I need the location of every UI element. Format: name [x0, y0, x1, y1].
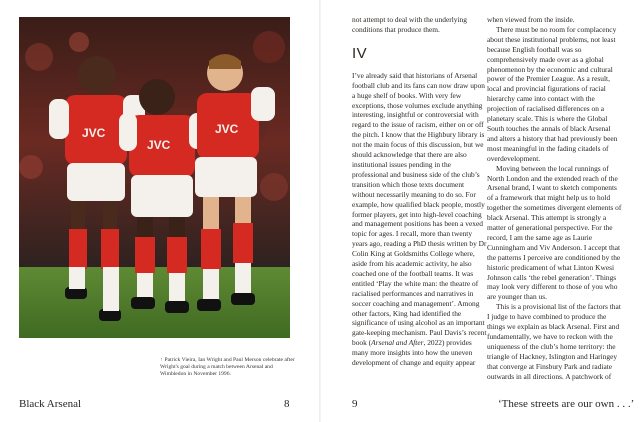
column2-paragraph-1: There must be no room for complacency about these institutional problems, not least because English football was so comprehensively made over as a global phenomenon by the economic and cultural power of the Premier League. As a result, local and provincial figurations of racial hierarchy came into contact with the projection of racialised differences on a planetary scale. This is where the Global South touches the annals of black Arsenal and alters a history that had previously been most meaningful in the fading citadels of overdevelopment.	[487, 24, 618, 163]
column1-paragraph	[352, 71, 488, 368]
left-page-number: 8	[284, 398, 290, 410]
shirt-sponsor-centre: JVC	[147, 138, 171, 152]
shirt-sponsor-left: JVC	[82, 126, 106, 140]
text-column-1	[352, 15, 488, 368]
celebration-photo-illustration	[19, 17, 290, 338]
shirt-sponsor-right: JVC	[215, 122, 239, 136]
column2-opening: when viewed from the inside.	[487, 15, 575, 24]
left-running-head: Black Arsenal	[19, 398, 82, 410]
right-page-number: 9	[352, 398, 358, 410]
right-running-head: ‘These streets are our own . . .’	[498, 398, 635, 410]
photo-caption	[160, 357, 300, 379]
column2-paragraph-2: Moving between the local runnings of North London and the extended reach of the Arsenal brand, I want to sketch components of a framework that might help us to hold together the sometimes divergent elements of black Arsenal. This attempt is strongly a matter of generational perspective. For the record, I am the same age as Laurie Cunningham and Viv Anderson. I accept that the patterns I perceive are conditioned by the historic predicament of what Linton Kwesi Johnson calls ‘the rebel generation’. Things may look very different to those of you who are younger than us.	[487, 163, 622, 302]
text-column-2	[487, 15, 623, 382]
celebration-photo	[19, 17, 290, 338]
section-heading: IV	[352, 44, 368, 62]
column2-paragraph-3: This is a provisional list of the factors that I judge to have combined to produce the things we explain as black Arsenal. First and fundamentally, we have to reckon with the uniqueness of the club’s home territory: the triangle of Hackney, Islington and Haringey that converge at Finsbury Park and radiate outwards in all directions. A patchwork of	[487, 302, 621, 381]
caption-arrow-icon: ↑	[160, 358, 163, 363]
page-gutter	[319, 0, 321, 422]
column1-text-a: I’ve already said that historians of Arsenal football club and its fans can now draw upon a huge shelf of books. With very few exceptions, those volumes exclude anything interesting, insightful or controversial with regard to the issue of racism, either on or off the pitch. I know that the Highbury library is not the main focus of this discussion, but we should acknowledge that there are also institutional issues pending in the professional and business side of the club’s transition which those texts document without necessarily meaning to do so. For example, how qualified black people, mostly former players, get into high-level coaching and management positions has been a vexed topic for ages. I recall, more than twenty years ago, reading a PhD thesis written by Dr Colin King at Goldsmiths College where, aside from his academic activity, he also coached one of the football teams. It was entitled ‘Play the white man: the theatre of racialised performances and narratives in soccer coaching and management’. Among other factors, King had identified the significance of using alcohol as an important gate-keeping mechanism. Paul Davis’s recent book (	[352, 70, 487, 348]
column1-text-b: , 2022) provides many more insights into how the uneven development of change and equity appear	[352, 338, 476, 368]
book-title: Arsenal and After	[371, 338, 424, 348]
column1-opening: not attempt to deal with the underlying conditions that produce them.	[352, 15, 467, 34]
caption-text: Patrick Vieira, Ian Wright and Paul Merson celebrate after Wright's goal during a match between Arsenal and Wimbledon in November 1996.	[160, 357, 295, 378]
